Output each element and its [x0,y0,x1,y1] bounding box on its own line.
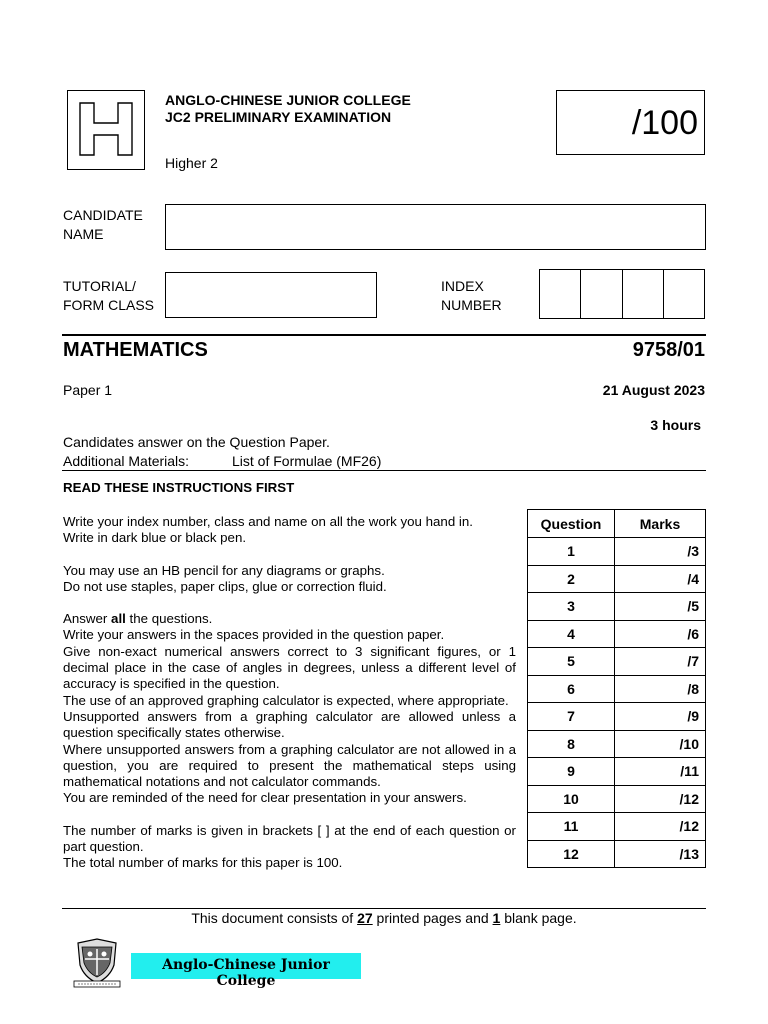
instruction-emphasis: all [111,611,126,627]
question-marks[interactable]: /8 [615,675,706,703]
college-banner-text: Anglo-Chinese Junior College [162,957,330,989]
instructions-heading: READ THESE INSTRUCTIONS FIRST [63,480,295,495]
instruction-fragment: the questions. [125,611,213,627]
marks-table [527,509,706,868]
index-digit-box[interactable] [581,270,622,318]
question-marks[interactable]: /3 [615,538,706,566]
page-count-fragment: printed pages and [372,910,493,926]
level-label: Higher 2 [165,155,218,171]
question-marks[interactable]: /4 [615,565,706,593]
printed-pages-count: 27 [357,910,373,926]
h2-logo-box [67,90,145,170]
candidate-name-label-line1: CANDIDATE [63,207,143,223]
instruction-text: Unsupported answers from a graphing calculator are allowed unless a question specifically states otherwise. [63,708,516,741]
marks-table-header [528,510,706,538]
section-divider-thick [62,334,706,336]
instruction-text: The total number of marks for this paper is 100. [63,855,343,871]
instruction-text: Where unsupported answers from a graphing calculator are not allowed in a question, you are required to present the mathematical steps using mathematical notations and not calculator commands. [63,741,516,790]
instruction-text [63,611,516,627]
column-header-marks: Marks [615,510,706,538]
exam-duration: 3 hours [650,417,701,433]
question-marks[interactable]: /10 [615,730,706,758]
total-score-box[interactable] [556,90,705,155]
question-marks[interactable]: /12 [615,813,706,841]
index-digit-box[interactable] [540,270,581,318]
instruction-text: Write your index number, class and name on all the work you hand in. [63,514,473,529]
exam-date: 21 August 2023 [602,382,705,398]
question-number: 9 [528,758,615,786]
instruction-text: Give non-exact numerical answers correct to 3 significant figures, or 1 decimal place in the case of angles in degrees, unless a different level of accuracy is specified in the question. [63,643,516,692]
table-row [528,593,706,621]
college-crest-icon [70,937,124,989]
total-score-label: /100 [631,104,698,142]
page-count-fragment: This document consists of [191,910,358,926]
table-row [528,675,706,703]
paper-code: 9758/01 [632,339,705,361]
table-row [528,538,706,566]
table-row [528,840,706,868]
question-marks[interactable]: /12 [615,785,706,813]
materials-label: Additional Materials: [63,453,190,469]
candidate-name-field[interactable] [165,204,706,250]
table-row [528,648,706,676]
question-marks[interactable]: /11 [615,758,706,786]
index-label-line1: INDEX [441,278,484,294]
instruction-text: The number of marks is given in brackets [ ] at the end of each question or part question. [63,822,516,855]
question-marks[interactable]: /6 [615,620,706,648]
table-row [528,813,706,841]
question-number: 8 [528,730,615,758]
tutorial-label-line1: TUTORIAL/ [63,278,136,294]
instruction-text: Write in dark blue or black pen. [63,530,247,546]
question-number: 7 [528,703,615,731]
tutorial-class-field[interactable] [165,272,377,318]
question-number: 3 [528,593,615,621]
question-marks[interactable]: /5 [615,593,706,621]
question-marks[interactable]: /7 [615,648,706,676]
subject-title: MATHEMATICS [63,339,208,361]
answer-instruction: Candidates answer on the Question Paper. [63,434,330,450]
paper-number: Paper 1 [63,382,113,398]
index-number-boxes[interactable] [539,269,705,319]
college-name-banner [131,953,361,989]
index-digit-box[interactable] [623,270,664,318]
candidate-name-label [63,206,143,244]
column-header-question: Question [528,510,615,538]
question-number: 10 [528,785,615,813]
tutorial-class-label [63,277,154,315]
instruction-text: Do not use staples, paper clips, glue or correction fluid. [63,578,387,594]
instructions-body [63,514,516,872]
question-number: 4 [528,620,615,648]
footer-divider [62,908,706,909]
question-number: 12 [528,840,615,868]
table-row [528,620,706,648]
page-count-note [0,910,768,926]
question-marks[interactable]: /13 [615,840,706,868]
letter-h-logo-icon [78,101,134,157]
question-number: 2 [528,565,615,593]
college-heading [165,92,411,126]
instruction-text: The use of an approved graphing calculator is expected, where appropriate. [63,692,509,708]
table-row [528,758,706,786]
candidate-name-label-line2: NAME [63,226,104,242]
table-row [528,565,706,593]
index-label-line2: NUMBER [441,297,502,313]
materials-value: List of Formulae (MF26) [232,453,382,469]
table-row [528,785,706,813]
table-row [528,703,706,731]
question-number: 6 [528,675,615,703]
question-number: 5 [528,648,615,676]
question-number: 11 [528,813,615,841]
question-marks[interactable]: /9 [615,703,706,731]
question-number: 1 [528,538,615,566]
instruction-text: Write your answers in the spaces provided in the question paper. [63,627,445,643]
instruction-text: You may use an HB pencil for any diagrams or graphs. [63,562,385,578]
instruction-text: You are reminded of the need for clear presentation in your answers. [63,790,467,806]
college-name: ANGLO-CHINESE JUNIOR COLLEGE [165,92,411,108]
exam-name: JC2 PRELIMINARY EXAMINATION [165,109,392,125]
section-divider-thin [62,470,706,471]
index-digit-box[interactable] [664,270,704,318]
tutorial-label-line2: FORM CLASS [63,297,155,313]
instruction-fragment: Answer [63,611,112,627]
blank-pages-count: 1 [492,910,501,926]
index-number-label [441,277,502,315]
page-count-fragment: blank page. [500,910,577,926]
table-row [528,730,706,758]
